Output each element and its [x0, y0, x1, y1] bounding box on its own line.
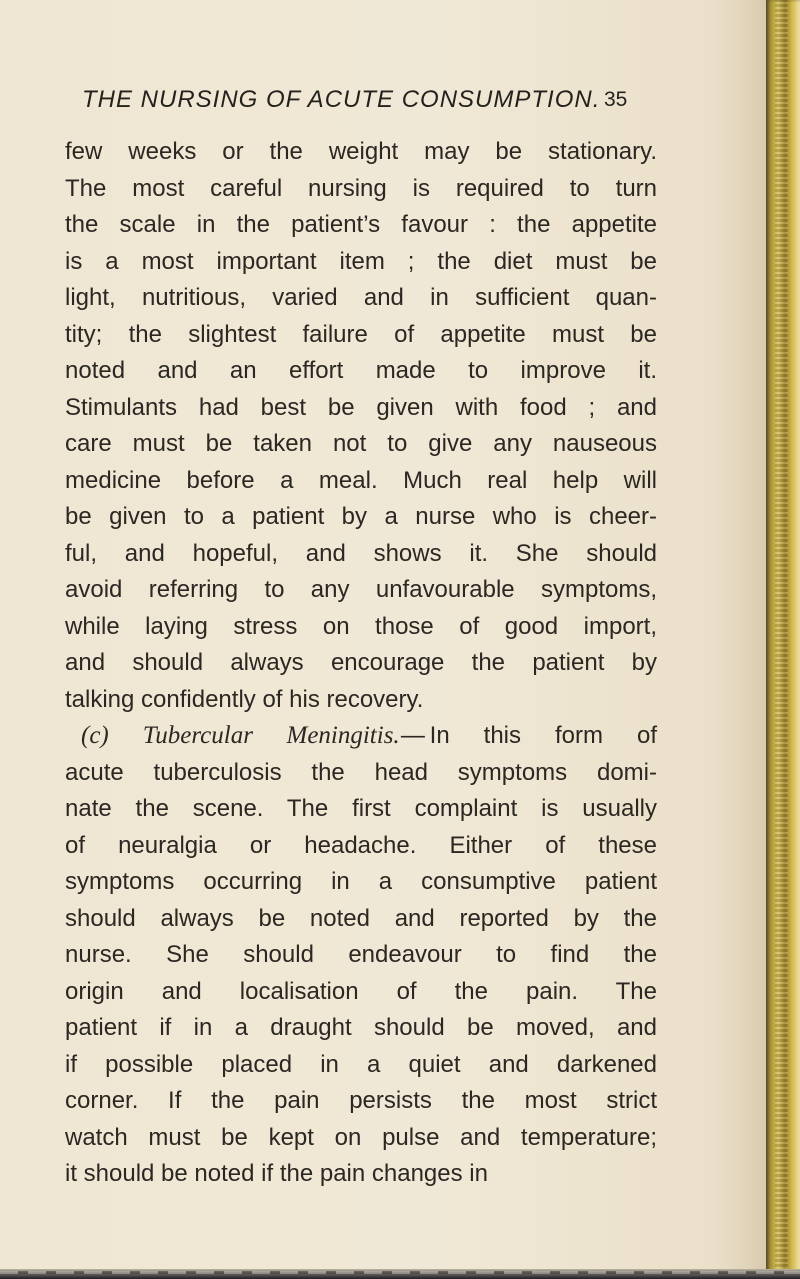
section-c-line-02: nate the scene. The first complaint is usually	[65, 795, 657, 822]
section-c-line-12: it should be noted if the pain changes in	[65, 1160, 488, 1187]
section-c-line-04: symptoms occurring in a consumptive patient	[65, 868, 657, 895]
page-bottom-edge	[0, 1269, 800, 1279]
text-line-16: talking confidently of his recovery.	[65, 685, 424, 713]
text-line-10: medicine before a meal. Much real help will	[65, 466, 657, 494]
section-label: (c)	[81, 722, 109, 749]
text-line-08: Stimulants had best be given with food ; and	[65, 393, 657, 421]
section-c-line-05: should always be noted and reported by the	[65, 904, 657, 932]
page-shadow	[711, 0, 766, 1279]
section-c-line-03: of neuralgia or headache. Either of these	[65, 831, 657, 859]
book-binding-edge	[766, 0, 800, 1279]
body-text	[65, 134, 657, 1193]
text-line-07: noted and an effort made to improve it.	[65, 357, 657, 384]
section-c-line-11: watch must be kept on pulse and temperature;	[65, 1123, 657, 1151]
text-line-02: The most careful nursing is required to turn	[65, 174, 657, 202]
text-line-14: while laying stress on those of good import,	[65, 612, 657, 640]
text-line-15: and should always encourage the patient by	[65, 649, 657, 676]
section-c-heading-line	[65, 718, 657, 755]
text-line-04: is a most important item ; the diet must be	[65, 247, 657, 275]
section-c-line-10: corner. If the pain persists the most strict	[65, 1087, 657, 1114]
text-line-03: the scale in the patient’s favour : the appetite	[65, 211, 657, 238]
section-c-line-06: nurse. She should endeavour to find the	[65, 941, 657, 968]
text-line-01: few weeks or the weight may be stationary.	[65, 138, 657, 165]
running-head: THE NURSING OF ACUTE CONSUMPTION.	[82, 86, 601, 113]
text-line-06: tity; the slightest failure of appetite must be	[65, 320, 657, 348]
section-c-line-07: origin and localisation of the pain. The	[65, 977, 657, 1005]
text-line-09: care must be taken not to give any nauseous	[65, 430, 657, 457]
text-line-05: light, nutritious, varied and in sufficient quan-	[65, 284, 657, 311]
page-number: 35	[604, 88, 628, 111]
text-line-12: ful, and hopeful, and shows it. She should	[65, 539, 657, 567]
section-first-line-text: In this form of	[429, 722, 657, 749]
page-header	[82, 86, 762, 120]
em-dash: —	[400, 722, 425, 749]
section-c-line-01: acute tuberculosis the head symptoms domi-	[65, 758, 657, 786]
text-line-13: avoid referring to any unfavourable symptoms,	[65, 576, 657, 603]
section-title: Tubercular Meningitis.	[142, 722, 400, 749]
section-c-line-08: patient if in a draught should be moved, and	[65, 1014, 657, 1041]
section-c-line-09: if possible placed in a quiet and darkened	[65, 1050, 657, 1078]
text-line-11: be given to a patient by a nurse who is cheer-	[65, 503, 657, 530]
